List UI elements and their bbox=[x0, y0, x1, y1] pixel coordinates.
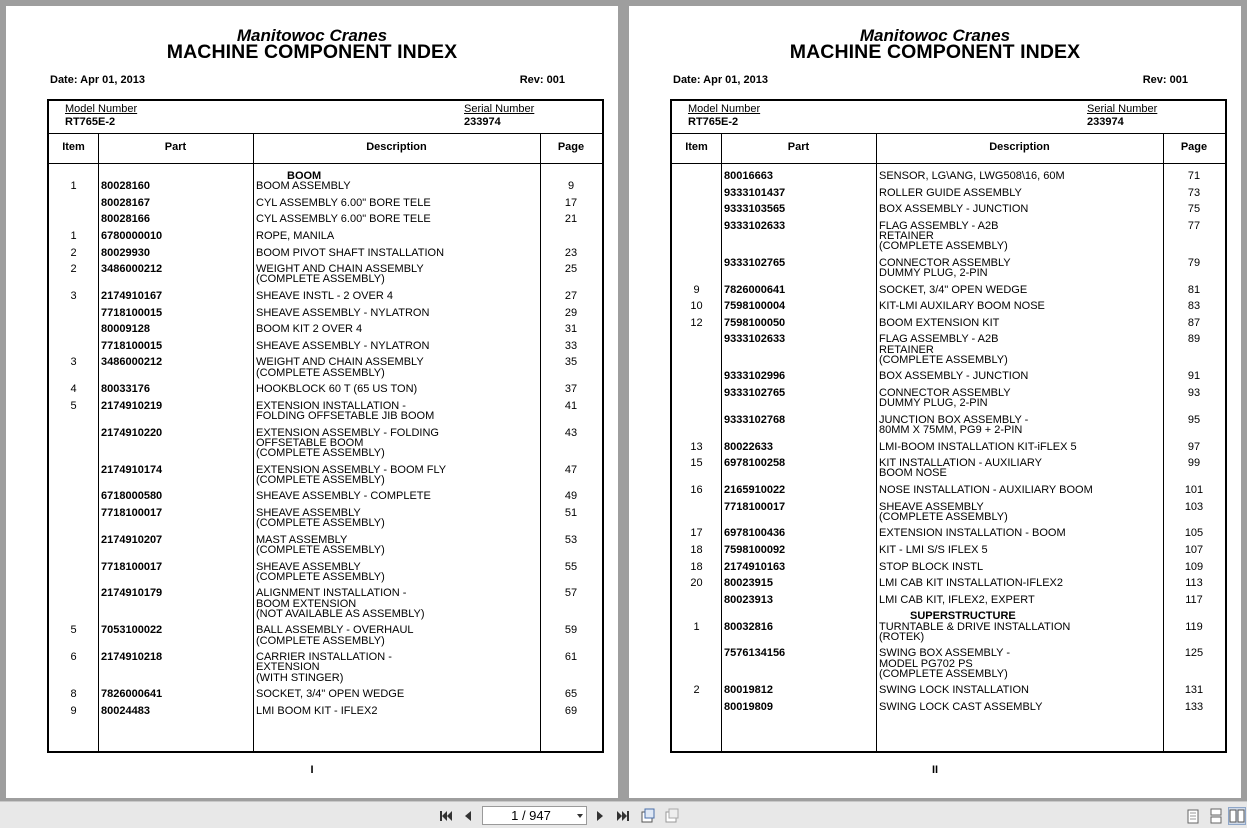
page-cell: 9 bbox=[567, 180, 575, 193]
column-header-description: Description bbox=[989, 141, 1050, 153]
item-cell: 13 bbox=[690, 440, 703, 453]
prev-page-icon[interactable] bbox=[459, 807, 477, 825]
description-cell: HOOKBLOCK 60 T (65 US TON) bbox=[256, 383, 418, 396]
description-cell: BOOM EXTENSION KIT bbox=[879, 316, 1000, 329]
page-cell: 119 bbox=[1185, 620, 1203, 633]
item-cell: 9 bbox=[693, 283, 700, 296]
table-row bbox=[49, 264, 602, 284]
column-header-item: Item bbox=[685, 141, 708, 153]
table-row bbox=[49, 625, 602, 645]
part-number-cell: 7718100015 bbox=[101, 339, 163, 352]
page-cell: 73 bbox=[1187, 186, 1201, 199]
part-number-cell: 7053100022 bbox=[101, 624, 163, 637]
first-page-icon[interactable] bbox=[437, 807, 455, 825]
item-cell: 5 bbox=[70, 399, 77, 412]
model-number-label: Model Number bbox=[688, 103, 761, 115]
description-cell: LMI CAB KIT, IFLEX2, EXPERT bbox=[879, 593, 1035, 606]
part-number-cell: 80023915 bbox=[724, 577, 773, 590]
description-cell: WEIGHT AND CHAIN ASSEMBLY (COMPLETE ASSEMBLY) bbox=[256, 263, 424, 286]
part-number-cell: 80028166 bbox=[101, 213, 150, 226]
page-cell: 47 bbox=[564, 463, 578, 476]
model-number-value: RT765E-2 bbox=[688, 116, 739, 128]
item-cell: 20 bbox=[690, 577, 703, 590]
column-header-item: Item bbox=[62, 141, 85, 153]
table-row bbox=[672, 685, 1225, 695]
description-cell: BOX ASSEMBLY - JUNCTION bbox=[879, 370, 1029, 383]
page-cell: 103 bbox=[1184, 500, 1204, 513]
page-cell: 107 bbox=[1184, 543, 1204, 556]
item-cell: 6 bbox=[70, 651, 77, 664]
duplicate-icon[interactable] bbox=[663, 807, 681, 825]
component-table bbox=[47, 99, 604, 753]
table-row bbox=[672, 562, 1225, 572]
part-number-cell: 7598100092 bbox=[724, 543, 786, 556]
table-row bbox=[672, 622, 1225, 642]
column-header-part: Part bbox=[787, 141, 810, 153]
page-number-field[interactable] bbox=[483, 807, 573, 824]
part-number-cell: 7718100017 bbox=[101, 506, 163, 519]
page-cell: 91 bbox=[1187, 370, 1201, 383]
description-cell: EXTENSION INSTALLATION - BOOM bbox=[879, 527, 1066, 540]
description-cell: CONNECTOR ASSEMBLY DUMMY PLUG, 2-PIN bbox=[879, 256, 1011, 279]
item-cell: 15 bbox=[690, 457, 703, 470]
part-number-cell: 9333102633 bbox=[724, 219, 786, 232]
part-number-cell: 3486000212 bbox=[101, 356, 163, 369]
description-cell: SHEAVE ASSEMBLY - COMPLETE bbox=[256, 490, 431, 503]
date-label: Date: Apr 01, 2013 bbox=[50, 74, 145, 86]
part-number-cell: 80023913 bbox=[724, 593, 773, 606]
item-cell: 18 bbox=[690, 543, 703, 556]
page-cell: 81 bbox=[1187, 283, 1201, 296]
page-cell: 33 bbox=[564, 339, 578, 352]
header-divider bbox=[49, 163, 602, 164]
item-cell: 12 bbox=[690, 316, 703, 329]
table-row bbox=[672, 702, 1225, 712]
description-cell: BALL ASSEMBLY - OVERHAUL (COMPLETE ASSEMBLY) bbox=[256, 624, 414, 647]
table-row bbox=[672, 371, 1225, 381]
description-cell: SOCKET, 3/4" OPEN WEDGE bbox=[879, 283, 1028, 296]
item-cell: 4 bbox=[70, 383, 77, 396]
page-cell: 21 bbox=[564, 213, 578, 226]
part-number-cell: 80016663 bbox=[724, 170, 773, 182]
part-number-cell: 2174910174 bbox=[101, 463, 163, 476]
description-cell: KIT - LMI S/S IFLEX 5 bbox=[879, 543, 988, 556]
continuous-page-icon[interactable] bbox=[1207, 807, 1225, 825]
column-header-page: Page bbox=[557, 141, 585, 153]
part-number-cell: 7718100017 bbox=[724, 500, 786, 513]
description-cell: SHEAVE ASSEMBLY (COMPLETE ASSEMBLY) bbox=[256, 560, 385, 583]
description-cell: JUNCTION BOX ASSEMBLY - 80MM X 75MM, PG9 + 2-PIN bbox=[879, 413, 1029, 436]
description-cell: ROLLER GUIDE ASSEMBLY bbox=[879, 186, 1022, 199]
part-number-cell: 7598100050 bbox=[724, 316, 786, 329]
rev-label: Rev: 001 bbox=[1142, 74, 1188, 86]
two-page-icon[interactable] bbox=[1228, 807, 1246, 825]
page-footer-number: I bbox=[310, 764, 314, 776]
part-number-cell: 7718100017 bbox=[101, 560, 163, 573]
table-row bbox=[49, 465, 602, 485]
page-cell: 101 bbox=[1184, 483, 1204, 496]
description-cell: CARRIER INSTALLATION - EXTENSION (WITH STINGER) bbox=[256, 651, 392, 684]
description-cell: CYL ASSEMBLY 6.00" BORE TELE bbox=[256, 196, 431, 209]
table-row bbox=[49, 214, 602, 224]
description-cell: KIT INSTALLATION - AUXILIARY BOOM NOSE bbox=[879, 457, 1043, 480]
description-cell: KIT-LMI AUXILARY BOOM NOSE bbox=[879, 300, 1045, 313]
table-row bbox=[49, 428, 602, 459]
part-number-cell: 2174910163 bbox=[724, 560, 786, 573]
part-number-cell: 7826000641 bbox=[101, 688, 163, 701]
table-row bbox=[49, 357, 602, 377]
model-number-label: Model Number bbox=[65, 103, 138, 115]
table-row bbox=[672, 188, 1225, 198]
page-cell: 27 bbox=[564, 289, 578, 302]
item-cell: 5 bbox=[70, 624, 77, 637]
column-header-part: Part bbox=[164, 141, 187, 153]
part-number-cell: 6978100258 bbox=[724, 457, 786, 470]
part-number-cell: 6718000580 bbox=[101, 490, 163, 503]
part-number-cell: 7826000641 bbox=[724, 283, 786, 296]
description-cell: CYL ASSEMBLY 6.00" BORE TELE bbox=[256, 213, 431, 226]
item-cell: 2 bbox=[70, 246, 77, 259]
model-serial-header bbox=[49, 101, 602, 134]
description-cell: EXTENSION ASSEMBLY - FOLDING OFFSETABLE BOOM (COMPLETE ASSEMBLY) bbox=[256, 426, 439, 459]
table-row bbox=[672, 285, 1225, 295]
serial-number-value: 233974 bbox=[1087, 116, 1124, 128]
description-cell: EXTENSION ASSEMBLY - BOOM FLY (COMPLETE ASSEMBLY) bbox=[256, 463, 447, 486]
description-cell: SENSOR, LG\ANG, LWG508\16, 60M bbox=[879, 170, 1065, 182]
table-row bbox=[672, 485, 1225, 495]
page-cell: 65 bbox=[564, 688, 578, 701]
model-number-value: RT765E-2 bbox=[65, 116, 116, 128]
table-row bbox=[49, 652, 602, 683]
page-cell: 31 bbox=[564, 323, 578, 336]
component-table bbox=[670, 99, 1227, 753]
part-number-cell: 2174910218 bbox=[101, 651, 163, 664]
description-cell: BOOM ASSEMBLY bbox=[256, 180, 351, 193]
part-number-cell: 2174910167 bbox=[101, 289, 163, 302]
page-cell: 43 bbox=[564, 426, 578, 439]
rev-label: Rev: 001 bbox=[519, 74, 565, 86]
description-cell: ALIGNMENT INSTALLATION - BOOM EXTENSION (NOT AVAILABLE AS ASSEMBLY) bbox=[256, 587, 425, 620]
description-cell: TURNTABLE & DRIVE INSTALLATION (ROTEK) bbox=[879, 620, 1071, 643]
description-cell: BOX ASSEMBLY - JUNCTION bbox=[879, 203, 1029, 216]
table-row bbox=[672, 171, 1225, 181]
part-number-cell: 2165910022 bbox=[724, 483, 786, 496]
rotate-icon[interactable] bbox=[639, 807, 657, 825]
page-cell: 79 bbox=[1187, 256, 1201, 269]
description-cell: SWING LOCK CAST ASSEMBLY bbox=[879, 700, 1043, 713]
table-row bbox=[49, 198, 602, 208]
table-row bbox=[672, 204, 1225, 214]
part-number-cell: 9333102765 bbox=[724, 256, 786, 269]
table-row bbox=[49, 562, 602, 582]
page-cell: 87 bbox=[1187, 316, 1201, 329]
item-cell: 1 bbox=[70, 229, 77, 242]
item-cell: 16 bbox=[690, 483, 703, 496]
table-row bbox=[49, 706, 602, 716]
table-row bbox=[49, 248, 602, 258]
page-cell: 131 bbox=[1184, 684, 1204, 697]
part-number-cell: 7718100015 bbox=[101, 306, 163, 319]
table-row bbox=[672, 301, 1225, 311]
page-cell: 59 bbox=[564, 624, 578, 637]
company-name: Manitowoc Cranes bbox=[236, 26, 388, 45]
column-header-page: Page bbox=[1180, 141, 1208, 153]
viewer-toolbar bbox=[0, 801, 1247, 828]
page-cell: 41 bbox=[564, 399, 578, 412]
section-heading: BOOM bbox=[287, 170, 322, 182]
chevron-down-icon[interactable] bbox=[577, 814, 583, 818]
table-row bbox=[49, 689, 602, 699]
table-row bbox=[672, 221, 1225, 252]
table-row bbox=[672, 334, 1225, 365]
description-cell: SHEAVE ASSEMBLY (COMPLETE ASSEMBLY) bbox=[256, 506, 385, 530]
table-row bbox=[49, 401, 602, 421]
part-number-cell: 7576134156 bbox=[724, 647, 786, 660]
page-cell: 35 bbox=[564, 356, 578, 369]
table-row bbox=[49, 181, 602, 191]
table-row bbox=[49, 308, 602, 318]
page-cell: 17 bbox=[564, 196, 578, 209]
page-cell: 75 bbox=[1187, 203, 1201, 216]
page-cell: 77 bbox=[1187, 219, 1201, 232]
item-cell: 1 bbox=[70, 180, 77, 193]
description-cell: SHEAVE INSTL - 2 OVER 4 bbox=[256, 289, 393, 302]
item-cell: 9 bbox=[70, 704, 77, 717]
part-number-cell: 80028160 bbox=[101, 180, 150, 193]
part-number-cell: 80019812 bbox=[724, 684, 773, 697]
index-title: MACHINE COMPONENT INDEX bbox=[789, 41, 1081, 63]
table-row bbox=[672, 648, 1225, 679]
table-row bbox=[49, 588, 602, 619]
description-cell: LMI-BOOM INSTALLATION KIT-iFLEX 5 bbox=[879, 440, 1077, 453]
page-cell: 37 bbox=[564, 383, 578, 396]
page-cell: 97 bbox=[1187, 440, 1201, 453]
table-row bbox=[49, 491, 602, 501]
single-page-icon[interactable] bbox=[1184, 807, 1202, 825]
column-header-description: Description bbox=[366, 141, 427, 153]
item-cell: 2 bbox=[693, 684, 700, 697]
description-cell: CONNECTOR ASSEMBLY DUMMY PLUG, 2-PIN bbox=[879, 386, 1011, 410]
page-cell: 89 bbox=[1187, 333, 1201, 346]
table-row bbox=[672, 388, 1225, 408]
page-cell: 113 bbox=[1185, 577, 1203, 590]
page-cell: 109 bbox=[1184, 560, 1204, 573]
description-cell: WEIGHT AND CHAIN ASSEMBLY (COMPLETE ASSEMBLY) bbox=[256, 356, 424, 379]
page-cell: 133 bbox=[1184, 700, 1204, 713]
page-cell: 105 bbox=[1184, 527, 1204, 540]
part-number-cell: 9333102765 bbox=[724, 386, 786, 399]
part-number-cell: 9333101437 bbox=[724, 186, 786, 199]
part-number-cell: 80032816 bbox=[724, 620, 773, 633]
table-rows bbox=[672, 171, 1225, 718]
table-row bbox=[49, 508, 602, 528]
model-serial-header bbox=[672, 101, 1225, 134]
page-cell: 117 bbox=[1185, 593, 1203, 606]
table-rows bbox=[49, 171, 602, 722]
document-page-right bbox=[629, 6, 1241, 798]
part-number-cell: 9333102633 bbox=[724, 333, 786, 346]
date-label: Date: Apr 01, 2013 bbox=[673, 74, 768, 86]
part-number-cell: 2174910207 bbox=[101, 533, 163, 546]
part-number-cell: 2174910220 bbox=[101, 426, 163, 439]
page-cell: 95 bbox=[1187, 413, 1201, 426]
next-page-icon[interactable] bbox=[591, 807, 609, 825]
part-number-cell: 80009128 bbox=[101, 323, 150, 336]
company-name: Manitowoc Cranes bbox=[859, 26, 1011, 45]
table-row bbox=[672, 258, 1225, 278]
part-number-cell: 80024483 bbox=[101, 704, 150, 717]
table-row bbox=[49, 291, 602, 301]
description-cell: SHEAVE ASSEMBLY (COMPLETE ASSEMBLY) bbox=[879, 500, 1008, 523]
item-cell: 8 bbox=[70, 688, 77, 701]
description-cell: NOSE INSTALLATION - AUXILIARY BOOM bbox=[879, 483, 1093, 496]
description-cell: SOCKET, 3/4" OPEN WEDGE bbox=[256, 688, 405, 701]
part-number-cell: 6978100436 bbox=[724, 527, 786, 540]
page-cell: 29 bbox=[564, 306, 578, 319]
description-cell: LMI CAB KIT INSTALLATION-IFLEX2 bbox=[879, 577, 1063, 590]
section-heading: SUPERSTRUCTURE bbox=[910, 610, 1016, 623]
table-row bbox=[49, 384, 602, 394]
part-number-cell: 9333102768 bbox=[724, 413, 786, 426]
description-cell: MAST ASSEMBLY (COMPLETE ASSEMBLY) bbox=[256, 533, 385, 556]
table-row bbox=[672, 578, 1225, 588]
item-cell: 2 bbox=[70, 263, 77, 276]
description-cell: SHEAVE ASSEMBLY - NYLATRON bbox=[256, 306, 430, 319]
page-number-input[interactable] bbox=[482, 806, 587, 825]
item-cell: 1 bbox=[693, 620, 700, 633]
table-row bbox=[49, 231, 602, 241]
page-cell: 61 bbox=[564, 651, 578, 664]
page-cell: 69 bbox=[564, 704, 578, 717]
part-number-cell: 80033176 bbox=[101, 383, 150, 396]
page-cell: 55 bbox=[564, 560, 578, 573]
table-row bbox=[672, 415, 1225, 435]
description-cell: EXTENSION INSTALLATION - FOLDING OFFSETABLE JIB BOOM bbox=[256, 399, 435, 422]
description-cell: STOP BLOCK INSTL bbox=[879, 560, 984, 573]
page-cell: 25 bbox=[564, 263, 578, 276]
page-cell: 51 bbox=[564, 506, 578, 519]
document-page-left bbox=[6, 6, 618, 798]
page-cell: 71 bbox=[1187, 170, 1201, 182]
description-cell: SWING LOCK INSTALLATION bbox=[879, 684, 1029, 697]
page-cell: 125 bbox=[1184, 647, 1204, 660]
part-number-cell: 6780000010 bbox=[101, 229, 163, 242]
description-cell: FLAG ASSEMBLY - A2B RETAINER (COMPLETE ASSEMBLY) bbox=[879, 219, 1008, 253]
table-row bbox=[49, 324, 602, 334]
item-cell: 18 bbox=[690, 560, 703, 573]
part-number-cell: 80029930 bbox=[101, 246, 150, 259]
item-cell: 10 bbox=[690, 300, 703, 313]
table-row bbox=[49, 341, 602, 351]
description-cell: BOOM KIT 2 OVER 4 bbox=[256, 323, 363, 336]
table-row bbox=[672, 545, 1225, 555]
table-row bbox=[672, 458, 1225, 478]
part-number-cell: 9333103565 bbox=[724, 203, 786, 216]
page-cell: 53 bbox=[564, 533, 578, 546]
index-title: MACHINE COMPONENT INDEX bbox=[166, 41, 458, 63]
header-divider bbox=[672, 163, 1225, 164]
page-cell: 93 bbox=[1187, 386, 1201, 399]
part-number-cell: 7598100004 bbox=[724, 300, 786, 313]
part-number-cell: 3486000212 bbox=[101, 263, 163, 276]
description-cell: SHEAVE ASSEMBLY - NYLATRON bbox=[256, 339, 430, 352]
description-cell: FLAG ASSEMBLY - A2B RETAINER (COMPLETE ASSEMBLY) bbox=[879, 333, 1008, 366]
page-cell: 99 bbox=[1187, 457, 1201, 470]
table-row bbox=[672, 502, 1225, 522]
page-cell: 57 bbox=[564, 587, 578, 600]
description-cell: BOOM PIVOT SHAFT INSTALLATION bbox=[256, 246, 445, 259]
item-cell: 17 bbox=[690, 527, 703, 540]
description-cell: SWING BOX ASSEMBLY - MODEL PG702 PS (COMPLETE ASSEMBLY) bbox=[879, 647, 1011, 680]
table-row bbox=[672, 528, 1225, 538]
table-row bbox=[672, 318, 1225, 328]
table-row bbox=[49, 535, 602, 555]
part-number-cell: 9333102996 bbox=[724, 370, 786, 383]
page-cell: 49 bbox=[564, 490, 578, 503]
part-number-cell: 2174910219 bbox=[101, 399, 163, 412]
description-cell: ROPE, MANILA bbox=[256, 229, 335, 242]
description-cell: LMI BOOM KIT - IFLEX2 bbox=[256, 704, 378, 717]
item-cell: 3 bbox=[70, 289, 77, 302]
table-row bbox=[672, 442, 1225, 452]
table-row bbox=[672, 595, 1225, 605]
serial-number-label: Serial Number bbox=[1087, 103, 1158, 115]
page-footer-number: II bbox=[931, 764, 939, 776]
part-number-cell: 80019809 bbox=[724, 700, 773, 713]
part-number-cell: 2174910179 bbox=[101, 587, 163, 600]
last-page-icon[interactable] bbox=[614, 807, 632, 825]
item-cell: 3 bbox=[70, 356, 77, 369]
page-cell: 23 bbox=[564, 246, 578, 259]
part-number-cell: 80022633 bbox=[724, 440, 773, 453]
serial-number-value: 233974 bbox=[464, 116, 501, 128]
page-cell: 83 bbox=[1187, 300, 1201, 313]
serial-number-label: Serial Number bbox=[464, 103, 535, 115]
part-number-cell: 80028167 bbox=[101, 196, 150, 209]
